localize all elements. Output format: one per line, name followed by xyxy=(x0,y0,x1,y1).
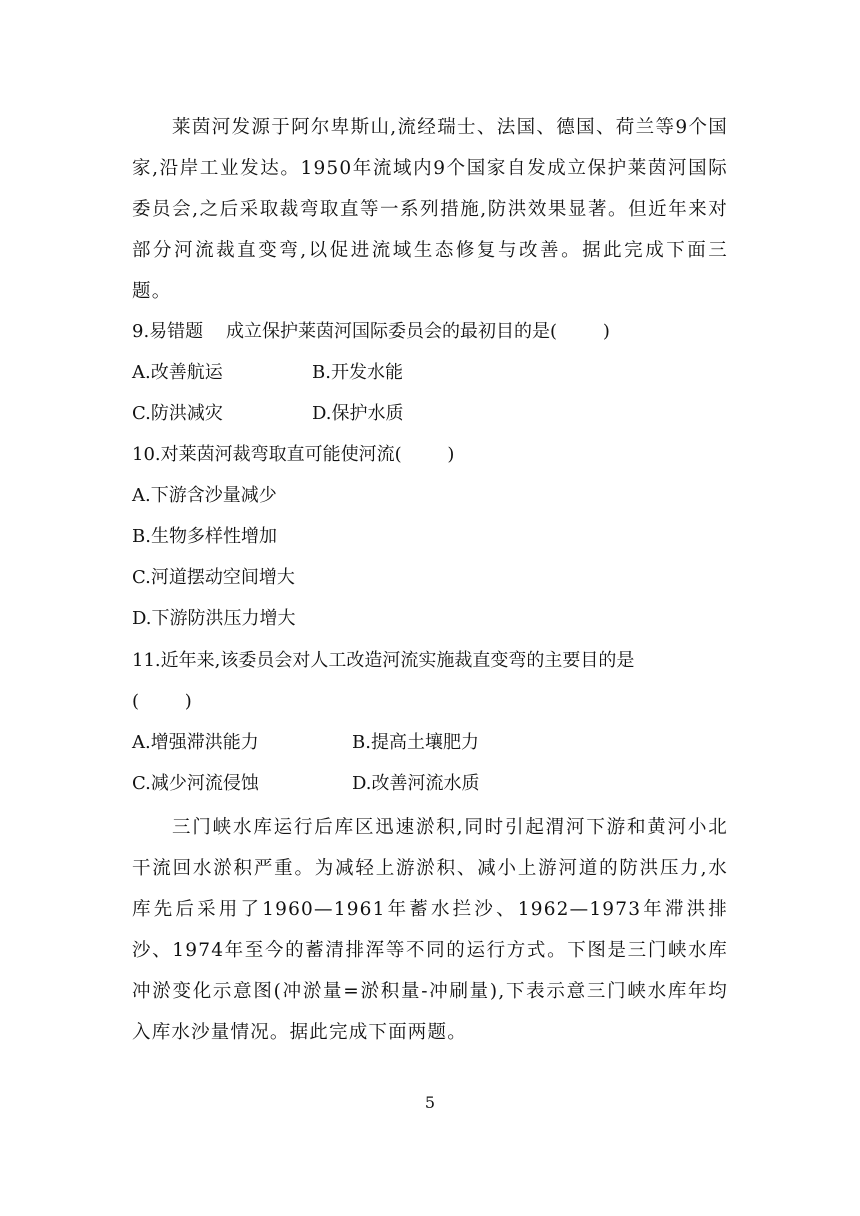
question-9-option-b: B.开发水能 xyxy=(312,362,403,383)
question-10-option-c: C.河道摆动空间增大 xyxy=(132,567,295,588)
question-9-option-c: C.防洪减灾 xyxy=(132,403,223,424)
question-10-option-a: A.下游含沙量减少 xyxy=(132,485,277,506)
passage-sanmenxia: 三门峡水库运行后库区迅速淤积,同时引起渭河下游和黄河小北干流回水淤积严重。为减轻上游淤积、减小上游河道的防洪压力,水库先后采用了1960—1961年蓄水拦沙、1962—1973年滞洪排沙、1974年至今的蓄清排浑等不同的运行方式。下图是三门峡水库冲淤变化示意图(冲淤量=淤积量-冲刷量),下表示意三门峡水库年均入库水沙量情况。据此完成下面两题。 xyxy=(132,817,728,1043)
question-9-option-d: D.保护水质 xyxy=(312,403,404,424)
question-11-option-d: D.改善河流水质 xyxy=(352,773,480,794)
question-11-option-b: B.提高土壤肥力 xyxy=(352,732,479,753)
passage-rhine: 莱茵河发源于阿尔卑斯山,流经瑞士、法国、德国、荷兰等9个国家,沿岸工业发达。1950年流域内9个国家自发成立保护莱茵河国际委员会,之后采取裁弯取直等一系列措施,防洪效果显著。但近年来对部分河流裁直变弯,以促进流域生态修复与改善。据此完成下面三题。 xyxy=(132,117,728,302)
question-11-option-a: A.增强滞洪能力 xyxy=(132,732,259,753)
question-9-stem: 9.易错题 成立保护莱茵河国际委员会的最初目的是( ) xyxy=(132,321,610,342)
question-10-option-b: B.生物多样性增加 xyxy=(132,526,277,547)
question-10-stem: 10.对莱茵河裁弯取直可能使河流( ) xyxy=(132,444,455,465)
question-11-stem-continued: ( ) xyxy=(132,691,192,712)
page-number: 5 xyxy=(424,1093,436,1112)
question-9-option-a: A.改善航运 xyxy=(132,362,223,383)
question-10-option-d: D.下游防洪压力增大 xyxy=(132,608,296,629)
question-11-stem: 11.近年来,该委员会对人工改造河流实施裁直变弯的主要目的是 xyxy=(132,650,635,671)
question-11-option-c: C.减少河流侵蚀 xyxy=(132,773,259,794)
